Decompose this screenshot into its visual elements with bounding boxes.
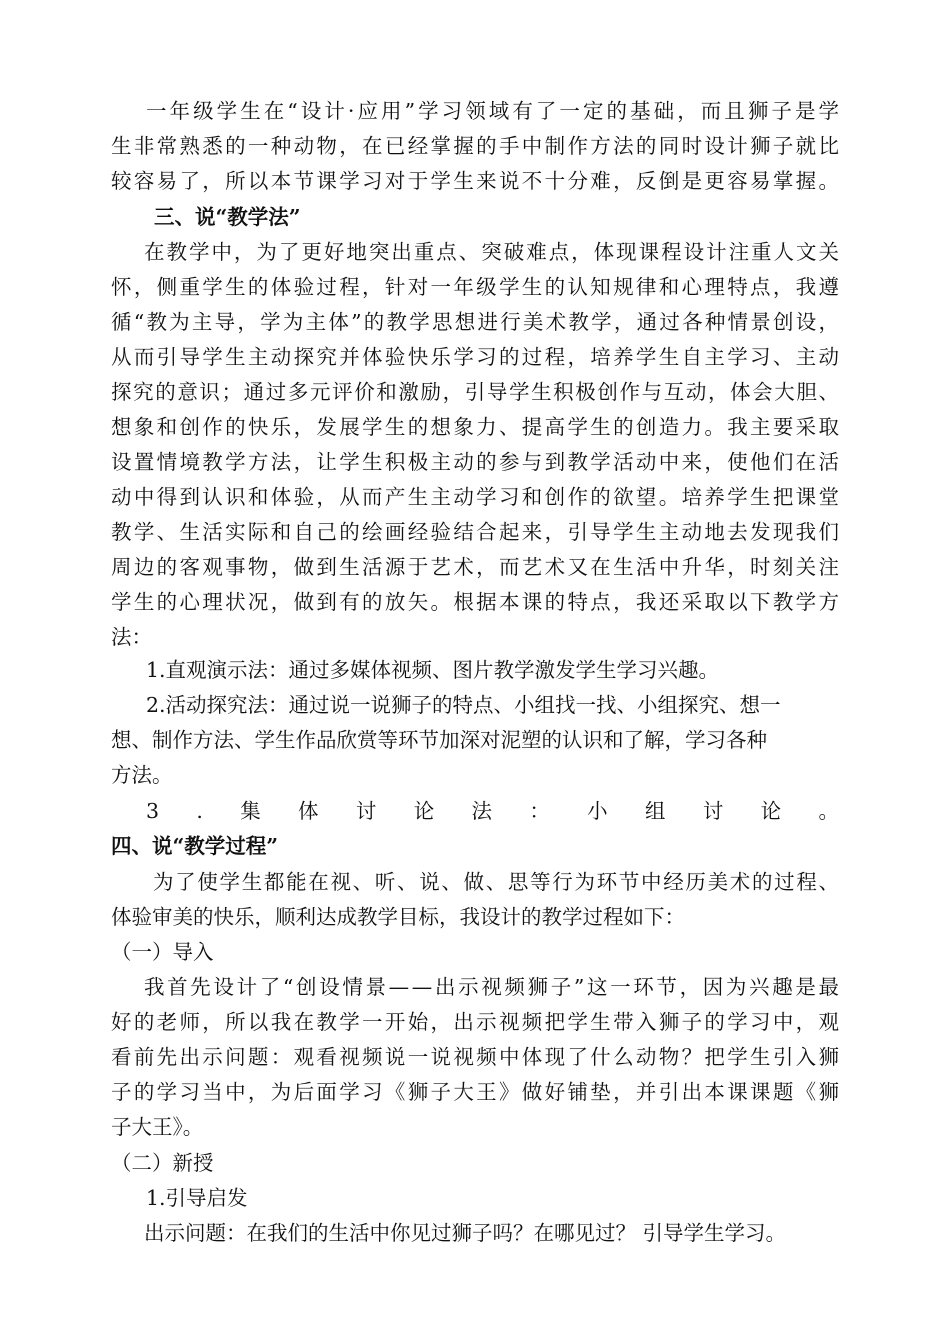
subheading-intro-line: （一）导入 — [111, 940, 214, 964]
para-intro-step-line: 好的老师，所以我在教学一开始，出示视频把学生带入狮子的学习中，观 — [111, 1010, 842, 1034]
para-intro-line: 一年级学生在“设计·应用”学习领域有了一定的基础，而且狮子是学 — [146, 99, 843, 123]
list-item-3-line: 3.集体讨论法：小组讨论。 — [146, 799, 877, 823]
para-intro-step-line: 看前先出示问题：观看视频说一说视频中体现了什么动物？把学生引入狮 — [111, 1045, 842, 1069]
para-intro-step-line: 子的学习当中，为后面学习《狮子大王》做好铺垫，并引出本课课题《狮 — [111, 1080, 842, 1104]
para-teaching-method-line: 法： — [111, 625, 152, 649]
para-question-line: 出示问题：在我们的生活中你见过狮子吗？在哪见过？ 引导学生学习。 — [144, 1221, 787, 1245]
subheading-new-lesson-line: （二）新授 — [111, 1151, 214, 1175]
heading-teaching-method-line: 三、说“教学法” — [154, 205, 301, 229]
para-teaching-method-line: 教学、生活实际和自己的绘画经验结合起来，引导学生主动地去发现我们 — [111, 520, 842, 544]
para-intro-line: 生非常熟悉的一种动物，在已经掌握的手中制作方法的同时设计狮子就比 — [111, 134, 842, 158]
para-intro-step-line: 我首先设计了“创设情景——出示视频狮子”这一环节，因为兴趣是最 — [144, 975, 842, 999]
para-teaching-method-line: 动中得到认识和体验，从而产生主动学习和创作的欲望。培养学生把课堂 — [111, 485, 842, 509]
para-teaching-method-line: 设置情境教学方法，让学生积极主动的参与到教学活动中来，使他们在活 — [111, 450, 842, 474]
heading-teaching-process-line: 四、说“教学过程” — [111, 834, 279, 858]
para-teaching-method-line: 想象和创作的快乐，发展学生的想象力、提高学生的创造力。我主要采取 — [111, 415, 842, 439]
para-intro-line: 较容易了，所以本节课学习对于学生来说不十分难，反倒是更容易掌握。 — [111, 169, 842, 193]
para-teaching-method-line: 循“教为主导，学为主体”的教学思想进行美术教学，通过各种情景创设， — [111, 310, 842, 334]
subitem-guide-line: 1.引导启发 — [146, 1186, 248, 1210]
para-process-intro-line: 体验审美的快乐，顺利达成教学目标，我设计的教学过程如下： — [111, 905, 685, 929]
list-item-2-line: 2.活动探究法：通过说一说狮子的特点、小组找一找、小组探究、想一 — [146, 693, 781, 717]
list-item-2-line: 方法。 — [111, 763, 173, 787]
para-teaching-method-line: 从而引导学生主动探究并体验快乐学习的过程，培养学生自主学习、主动 — [111, 345, 842, 369]
para-teaching-method-line: 探究的意识；通过多元评价和激励，引导学生积极创作与互动，体会大胆、 — [111, 380, 841, 404]
list-item-2-line: 想、制作方法、学生作品欣赏等环节加深对泥塑的认识和了解，学习各种 — [111, 728, 767, 752]
para-intro-step-line: 子大王》。 — [111, 1115, 204, 1139]
para-teaching-method-line: 学生的心理状况，做到有的放矢。根据本课的特点，我还采取以下教学方 — [111, 590, 842, 614]
para-teaching-method-line: 在教学中，为了更好地突出重点、突破难点，体现课程设计注重人文关 — [144, 240, 841, 264]
list-item-1-line: 1.直观演示法：通过多媒体视频、图片教学激发学生学习兴趣。 — [146, 658, 720, 682]
para-teaching-method-line: 怀，侧重学生的体验过程，针对一年级学生的认知规律和心理特点，我遵 — [111, 275, 842, 299]
para-teaching-method-line: 周边的客观事物，做到生活源于艺术，而艺术又在生活中升华，时刻关注 — [111, 555, 842, 579]
para-process-intro-line: 为了使学生都能在视、听、说、做、思等行为环节中经历美术的过程、 — [153, 870, 841, 894]
